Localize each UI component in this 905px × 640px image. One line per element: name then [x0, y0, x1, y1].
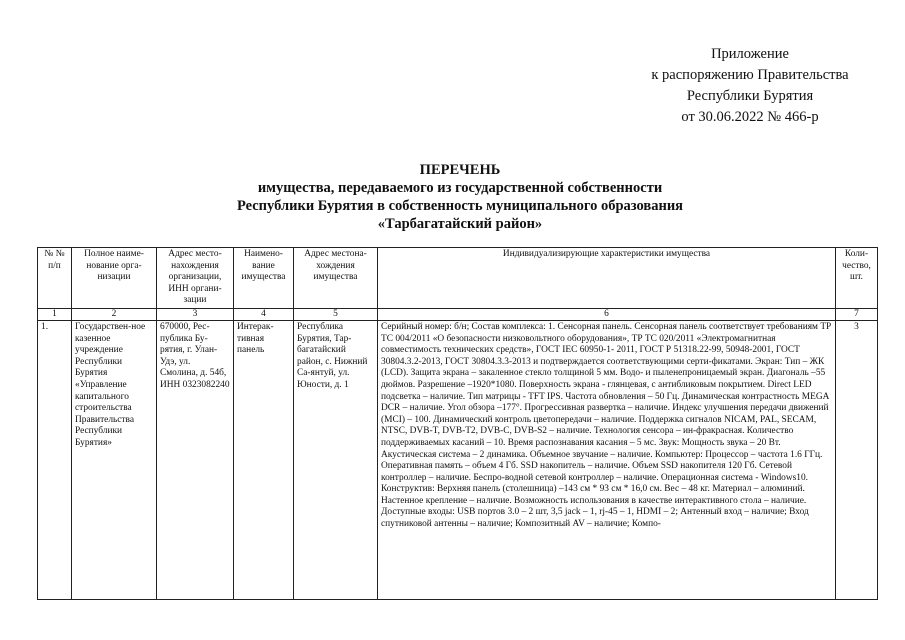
property-table	[37, 247, 878, 600]
quantity: 3	[836, 320, 878, 599]
document-heading	[150, 161, 770, 233]
heading-line-2: Республики Бурятия в собственность муниципального образования	[236, 198, 684, 214]
column-number-row	[38, 308, 878, 320]
column-number: 1	[38, 308, 72, 320]
header-characteristics: Индивидуализирующие характеристики имущества	[378, 248, 836, 309]
column-number: 7	[836, 308, 878, 320]
appendix-block	[600, 44, 900, 128]
characteristics-cell	[378, 320, 836, 599]
column-number: 2	[72, 308, 157, 320]
column-number: 4	[234, 308, 294, 320]
header-organization: Полное наиме-нование орга-низации	[72, 248, 157, 309]
property-address: Республика Бурятия, Тар-багатайский район, с. Нижний Са-янтуй, ул. Юности, д. 1	[294, 320, 378, 599]
header-property-address: Адрес местона-хождения имущества	[294, 248, 378, 309]
column-number: 3	[157, 308, 234, 320]
document-title: ПЕРЕЧЕНЬ	[419, 162, 501, 178]
appendix-date-line: от 30.06.2022 № 466-р	[681, 109, 819, 125]
organization-address: 670000, Рес-публика Бу-рятия, г. Улан-Удэ, ул. Смолина, д. 54б, ИНН 0323082240	[157, 320, 234, 599]
header-number: № № п/п	[38, 248, 72, 309]
header-quantity: Коли-чество, шт.	[836, 248, 878, 309]
column-number: 5	[294, 308, 378, 320]
table-header-row	[38, 248, 878, 309]
header-organization-address: Адрес место-нахождения организации, ИНН органи-зации	[157, 248, 234, 309]
row-number: 1.	[38, 320, 72, 599]
heading-line-3: «Тарбагатайский район»	[377, 216, 543, 232]
table-row	[38, 320, 878, 599]
appendix-line-3: Республики Бурятия	[686, 88, 814, 104]
column-number: 6	[378, 308, 836, 320]
organization-name: Государствен-ное казенное учреждение Республики Бурятия «Управление капитального строительства Правительства Республики Бурятия»	[72, 320, 157, 599]
property-name: Интерак-тивная панель	[234, 320, 294, 599]
appendix-line-1: Приложение	[711, 46, 789, 62]
heading-line-1: имущества, передаваемого из государственной собственности	[257, 180, 663, 196]
property-characteristics: Серийный номер: б/н; Состав комплекса: 1. Сенсорная панель. Сенсорная панель соответствует требованиям ТР ТС 004/2011 «О безопасности низковольтного оборудования», ТР ТС 020/2011 «Электромагнитная совместимость технических средств», ГОСТ IEC 60950-1- 2011, ГОСТ Р 51318.22-99, 50948-2001, ГОСТ 30804.3.2-2013, ГОСТ 30804.3.3-2013 и подтверждается соответствующими серти-фикатами. Экран: Тип – ЖК (LCD). Защита экрана – закаленное стекло толщиной 5 мм. Водо- и пыленепроницаемый экран. Диагональ –55 дюймов. Разрешение –1920*1080. Поверхность экрана - глянцевая, с антибликовым покрытием. Direct LED подсветка – наличие. Тип матрицы - TFT IPS. Частота обновления – 50 Гц. Динамическая контрастность MEGA DCR – наличие. Угол обзора –177°. Прогрессивная развертка – наличие. Индекс улучшения передачи движений (MCI) – 100. Динамический контроль цветопередачи – наличие. Поддержка сигналов NICAM, PAL, SECAM, NTSC, DVB-T, DVB-T2, DVB-C, DVB-S2 – наличие. Технология сенсора – ин-фракрасная. Количество поддерживаемых касаний – 10. Время распознавания касания – 5 мс. Звук: Мощность звука – 20 Вт. Акустическая система – 2 динамика. Объемное звучание – наличие. Компьютер: Процессор – частота 1.6 ГГц. Оперативная память – объем 4 Гб. SSD накопитель – наличие. Объем SSD накопителя 120 Гб. Сетевой контроллер – наличие. Беспро-водной сетевой контроллер – наличие. Операционная система - Windows10. Конструктив: Верхняя панель (столешница) –143 см * 93 см * 16,0 см. Вес – 48 кг. Материал – алюминий. Настенное крепление – наличие. Возможность использования в качестве интерактивного стола – наличие. Доступные входы: USB портов 3.0 – 2 шт, 3,5 jack – 1, rj-45 – 1, HDMI – 2; Антенный вход – наличие; Вход спутниковой антенны – наличие; Композитный AV – наличие; Компо-	[381, 321, 832, 530]
header-property-name: Наимено-вание имущества	[234, 248, 294, 309]
appendix-line-2: к распоряжению Правительства	[651, 67, 849, 83]
